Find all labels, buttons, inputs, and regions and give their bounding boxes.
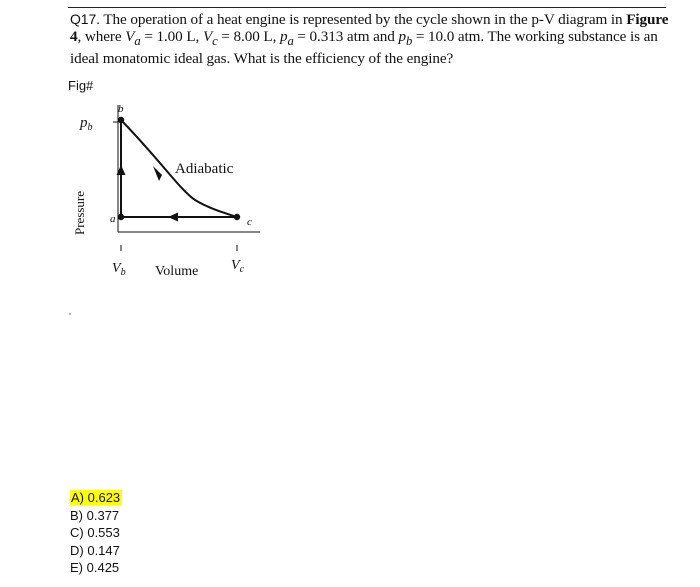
- vc-symbol: V: [202, 28, 213, 45]
- vc-subscript: c: [212, 34, 218, 49]
- option-b[interactable]: [70, 507, 122, 525]
- point-b-dot: [118, 117, 124, 123]
- option-d[interactable]: [70, 542, 122, 560]
- process-ca-arrow: [168, 213, 178, 222]
- pa-value: = 0.313 atm and: [293, 28, 399, 45]
- top-rule: [68, 7, 666, 8]
- figure-reference: Figure 4: [70, 11, 669, 45]
- point-a-label: a: [110, 213, 116, 225]
- option-a-highlight: [70, 490, 122, 505]
- option-e-letter: E): [70, 560, 83, 575]
- figure-label: Fig#: [68, 78, 94, 93]
- point-b-label: b: [118, 103, 124, 115]
- option-a-letter: A): [71, 490, 84, 505]
- option-d-letter: D): [70, 542, 84, 558]
- vb-label: $V_b$: [112, 261, 126, 278]
- x-axis-label: Volume: [155, 264, 199, 279]
- option-a-value: 0.623: [87, 490, 121, 505]
- option-e[interactable]: [70, 559, 122, 577]
- adiabatic-label: Adiabatic: [175, 161, 234, 177]
- pa-subscript: a: [287, 34, 294, 49]
- answer-options: [70, 489, 122, 577]
- y-axis-label: Pressure: [72, 190, 87, 236]
- point-c-dot: [234, 214, 240, 220]
- question-text-part-1: The operation of a heat engine is represented by the cycle shown in the p-V diagram in: [99, 11, 627, 28]
- point-a-dot: [118, 214, 124, 220]
- option-e-value: 0.425: [86, 560, 120, 575]
- va-subscript: a: [134, 34, 141, 49]
- point-c-label: c: [247, 216, 252, 228]
- adiabatic-arrow: [153, 166, 162, 181]
- stray-mark: [69, 313, 71, 315]
- va-value: = 1.00 L,: [140, 28, 203, 45]
- option-c-letter: C): [70, 525, 84, 540]
- va-symbol: V: [125, 28, 135, 45]
- question-text: [70, 11, 670, 67]
- option-d-value: 0.147: [87, 542, 120, 558]
- vc-label: $V_c$: [231, 258, 245, 275]
- pa-symbol: p: [279, 28, 288, 45]
- pb-value: = 10.0 atm. The working substance is an ideal monatomic ideal gas. What is the efficiency of the engine?: [70, 28, 658, 68]
- pb-axis-label: $p_b$: [80, 115, 93, 133]
- option-c-value: 0.553: [87, 525, 120, 540]
- question-text-part-2: , where: [77, 28, 126, 45]
- option-b-value: 0.377: [86, 507, 120, 523]
- pv-diagram: [60, 95, 280, 290]
- vc-value: = 8.00 L,: [217, 28, 280, 45]
- pb-symbol: p: [398, 28, 406, 45]
- question-number: Q17.: [70, 11, 100, 27]
- option-c[interactable]: [70, 524, 122, 542]
- pb-subscript: b: [405, 34, 413, 49]
- option-b-letter: B): [70, 507, 83, 523]
- option-a[interactable]: [70, 489, 122, 507]
